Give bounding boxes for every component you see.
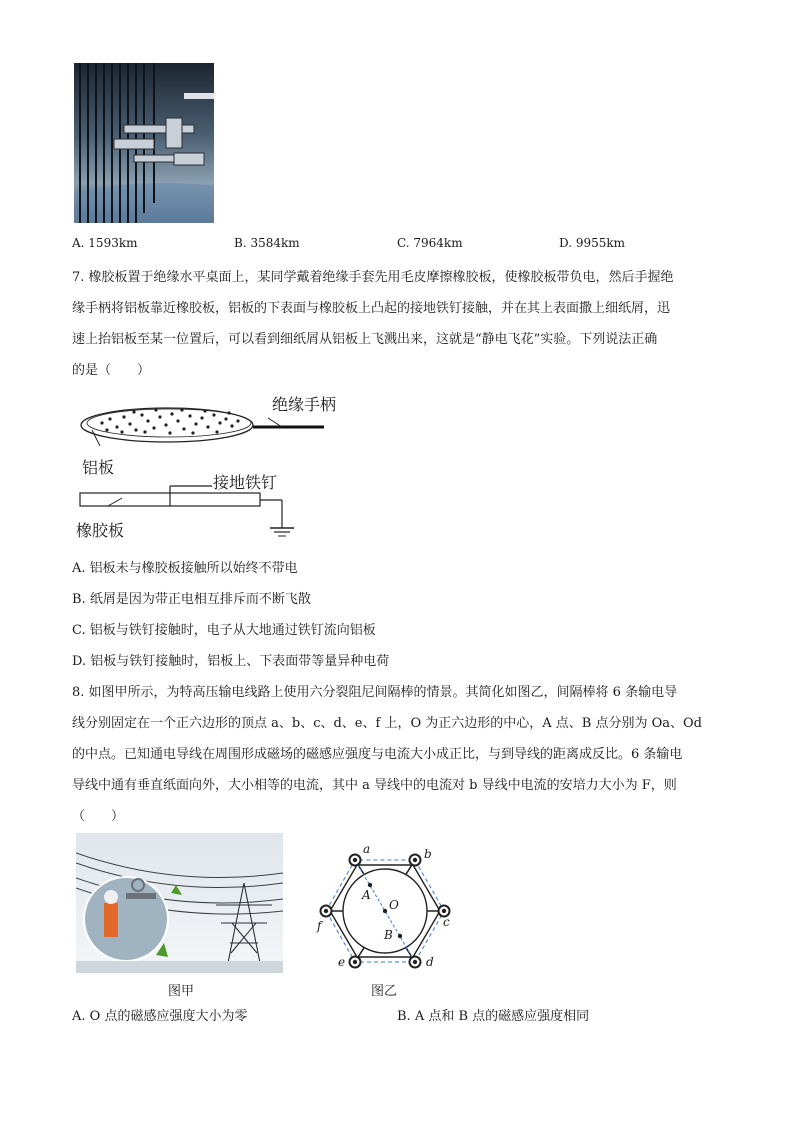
vertex-label-a: a xyxy=(363,842,371,856)
figure-a-caption: 图甲 xyxy=(168,984,195,999)
aluminum-plate-label: 铝板 xyxy=(82,458,115,477)
q7-option-a[interactable]: A. 铝板未与橡胶板接触所以始终不带电 xyxy=(72,561,298,576)
q6-option-b[interactable]: B. 3584km xyxy=(234,236,300,250)
q8-option-b[interactable]: B. A 点和 B 点的磁感应强度相同 xyxy=(397,1009,590,1024)
hexagon-labels xyxy=(310,838,460,973)
q7-stem-line2: 缘手柄将铝板靠近橡胶板，铝板的下表面与橡胶板上凸起的接地铁钉接触，并在其上表面撒上细纸屑，迅 xyxy=(72,301,671,316)
rubber-plate-label: 橡胶板 xyxy=(76,521,125,540)
q6-option-d[interactable]: D. 9955km xyxy=(559,236,626,250)
insulating-handle-label: 绝缘手柄 xyxy=(272,395,337,414)
power-line-photo xyxy=(76,833,283,973)
vertex-label-b: b xyxy=(424,847,432,861)
vertex-label-d: d xyxy=(426,955,434,969)
q8-option-a[interactable]: A. O 点的磁感应强度大小为零 xyxy=(72,1009,248,1024)
q7-stem-line1: 7. 橡胶板置于绝缘水平桌面上，某同学戴着绝缘手套先用毛皮摩擦橡胶板，使橡胶板带负电，然后手握绝 xyxy=(72,270,674,285)
q6-option-c[interactable]: C. 7964km xyxy=(397,236,463,250)
q8-stem-line3: 的中点。已知通电导线在周围形成磁场的磁感应强度与电流大小成正比，与到导线的距离成反比。6 条输电 xyxy=(72,747,683,762)
q7-stem-line4: 的是（ ） xyxy=(72,363,151,378)
q7-option-d[interactable]: D. 铝板与铁钉接触时，铝板上、下表面带等量异种电荷 xyxy=(72,654,390,669)
point-label-B: B xyxy=(384,928,393,942)
vertex-label-c: c xyxy=(443,915,450,929)
grounded-nail-label: 接地铁钉 xyxy=(213,473,278,492)
point-label-A: A xyxy=(362,888,371,902)
vertex-label-e: e xyxy=(338,955,346,969)
space-station-photo xyxy=(74,63,214,223)
q7-option-b[interactable]: B. 纸屑是因为带正电相互排斥而不断飞散 xyxy=(72,592,311,607)
q7-stem-line3: 速上抬铝板至某一位置后，可以看到细纸屑从铝板上飞溅出来，这就是“静电飞花”实验。下列说法正确 xyxy=(72,332,658,347)
q8-stem-line4: 导线中通有垂直纸面向外，大小相等的电流，其中 a 导线中的电流对 b 导线中电流的安培力大小为 F，则 xyxy=(72,778,677,793)
q7-option-c[interactable]: C. 铝板与铁钉接触时，电子从大地通过铁钉流向铝板 xyxy=(72,623,376,638)
q8-stem-line1: 8. 如图甲所示，为特高压输电线路上使用六分裂阻尼间隔棒的情景。其简化如图乙，间隔棒将 6 条输电导 xyxy=(72,685,678,700)
figure-b-caption: 图乙 xyxy=(371,984,398,999)
point-label-O: O xyxy=(389,898,399,912)
q8-stem-line2: 线分别固定在一个正六边形的顶点 a、b、c、d、e、f 上，O 为正六边形的中心，A 点、B 点分别为 Oa、Od xyxy=(72,716,702,731)
vertex-label-f: f xyxy=(317,919,322,933)
q6-option-a[interactable]: A. 1593km xyxy=(72,236,138,250)
q8-stem-line5: （ ） xyxy=(72,809,125,824)
